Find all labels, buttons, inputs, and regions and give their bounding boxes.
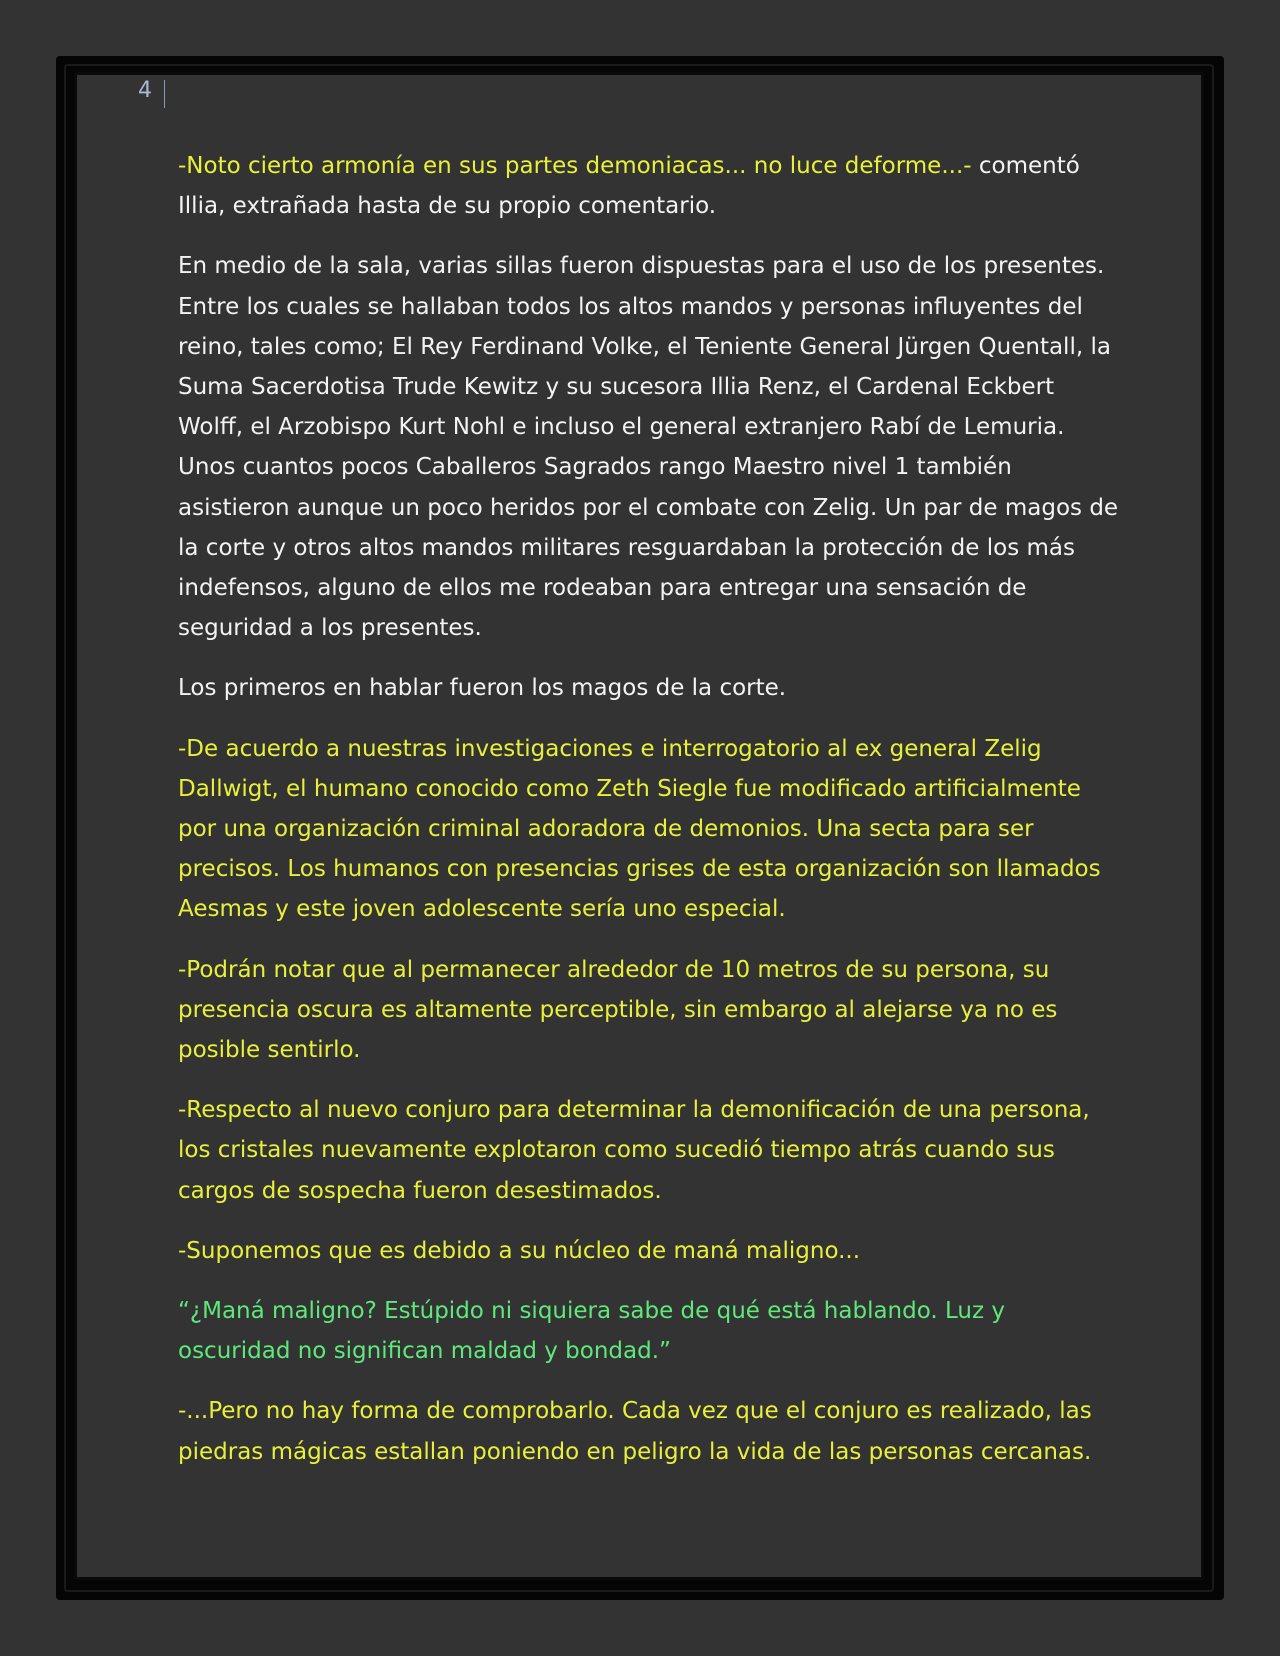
paragraph-dialogue: -Podrán notar que al permanecer alrededor de 10 metros de su persona, su presencia oscura es altamente perceptible, sin embargo al alejarse ya no es posible sentirlo.	[178, 956, 1058, 1064]
paragraph-narration: Los primeros en hablar fueron los magos de la corte.	[178, 675, 787, 702]
paragraph-dialogue: -De acuerdo a nuestras investigaciones e interrogatorio al ex general Zelig Dallwigt, el humano conocido como Zeth Siegle fue modificado artificialmente por una organización criminal adoradora de demonios. Una secta para ser precisos. Los humanos con presencias grises de esta organización son llamados Aesmas y este joven adolescente sería uno especial.	[178, 735, 1101, 923]
page-number: 4	[138, 78, 152, 103]
paragraph-dialogue: -Suponemos que es debido a su núcleo de maná maligno...	[178, 1237, 861, 1264]
narration-text: comentó Illia, extrañada hasta de su propio comentario.	[178, 153, 1080, 220]
dialogue-text: -Noto cierto armonía en sus partes demoniacas... no luce deforme...-	[178, 153, 972, 179]
paragraph-narration: En medio de la sala, varias sillas fueron dispuestas para el uso de los presentes. Entre los cuales se hallaban todos los altos mandos y personas influyentes del reino, tales como; El Rey Ferdinand Volke, el Teniente General Jürgen Quentall, la Suma Sacerdotisa Trude Kewitz y su sucesora Illia Renz, el Cardenal Eckbert Wolff, el Arzobispo Kurt Nohl e incluso el general extranjero Rabí de Lemuria. Unos cuantos pocos Caballeros Sagrados rango Maestro nivel 1 también asistieron aunque un poco heridos por el combate con Zelig. Un par de magos de la corte y otros altos mandos militares resguardaban la protección de los más indefensos, alguno de ellos me rodeaban para entregar una sensación de seguridad a los presentes.	[178, 253, 1119, 642]
paragraph-illia-comment	[178, 146, 1122, 226]
paragraph-dialogue: -Respecto al nuevo conjuro para determinar la demonificación de una persona, los cristales nuevamente explotaron como sucedió tiempo atrás cuando sus cargos de sospecha fueron desestimados.	[178, 1097, 1090, 1204]
paragraph-thought: “¿Maná maligno? Estúpido ni siquiera sabe de qué está hablando. Luz y oscuridad no significan maldad y bondad.”	[178, 1298, 1006, 1365]
paragraph-dialogue: -...Pero no hay forma de comprobarlo. Cada vez que el conjuro es realizado, las piedras mágicas estallan poniendo en peligro la vida de las personas cercanas.	[178, 1398, 1092, 1465]
story-text	[178, 146, 1122, 1492]
page-number-divider	[164, 80, 165, 108]
